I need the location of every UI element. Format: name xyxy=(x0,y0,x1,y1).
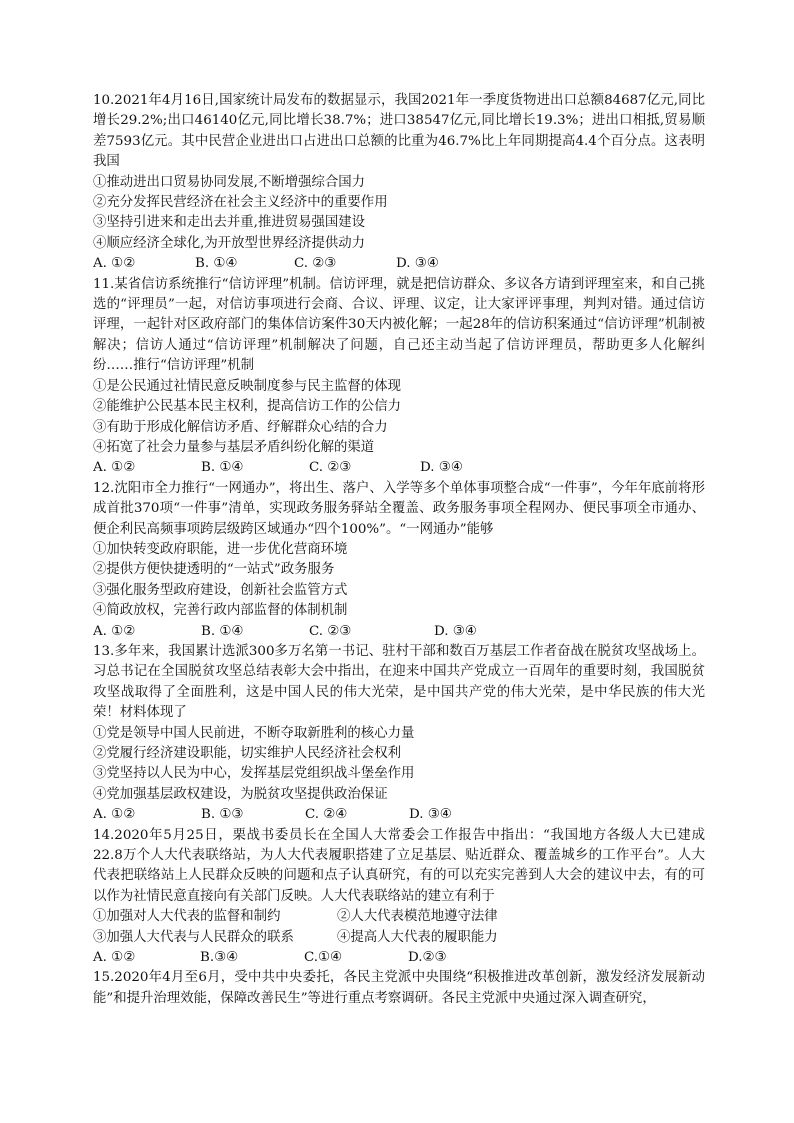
option-row xyxy=(93,928,705,948)
option-4: ④提高人大代表的履职能力 xyxy=(337,929,498,945)
option-2: ②充分发挥民营经济在社会主义经济中的重要作用 xyxy=(93,195,388,211)
answer-choices xyxy=(93,458,705,478)
option-4: ④党加强基层政权建设，为脱贫攻坚提供政治保证 xyxy=(93,786,388,802)
choice-b: B. ①③ xyxy=(201,807,244,823)
option-1: ①是公民通过社情民意反映制度参与民主监督的体现 xyxy=(93,378,401,394)
question-stem: 13.多年来，我国累计选派300多万名第一书记、驻村干部和数百万基层工作者奋战在脱贫攻坚战场上。习总书记在全国脱贫攻坚总结表彰大会中指出，在迎来中国共产党成立一百周年的重要时刻，我国脱贫攻坚战取得了全面胜利，这是中国人民的伟大光荣，是中国共产党的伟大光荣，是中华民族的伟大光荣！材料体现了 xyxy=(93,643,705,721)
choice-a: A. ①② xyxy=(93,623,136,639)
question-10 xyxy=(93,91,705,275)
choice-a: A. ①② xyxy=(93,256,136,272)
option-4: ④拓宽了社会力量参与基层矛盾纠纷化解的渠道 xyxy=(93,439,375,455)
option-3: ③加强人大代表与人民群众的联系 xyxy=(93,929,294,945)
option-4: ④简政放权，完善行政内部监督的体制机制 xyxy=(93,603,348,619)
option-3: ③党坚持以人民为中心，发挥基层党组织战斗堡垒作用 xyxy=(93,766,415,782)
answer-choices xyxy=(93,805,705,825)
option-3: ③坚持引进来和走出去并重,推进贸易强国建设 xyxy=(93,215,366,231)
question-12 xyxy=(93,479,705,642)
choice-d: D.②③ xyxy=(408,950,447,966)
choice-a: A. ①② xyxy=(93,807,136,823)
question-stem: 15.2020年4月至6月，受中共中央委托，各民主党派中央围绕“积极推进改革创新，激发经济发展新动能”和提升治理效能，保障改善民生”等进行重点考察调研。各民主党派中央通过深入调查研究， xyxy=(93,970,705,1006)
question-15 xyxy=(93,968,705,1009)
question-stem: 14.2020年5月25日，栗战书委员长在全国人大常委会工作报告中指出：“我国地方各级人大已建成22.8万个人大代表联络站，为人大代表履职搭建了立足基层、贴近群众、覆盖城乡的工作平台”。人大代表把联络站上人民群众反映的问题和点子认真研究，有的可以充实完善到人大会的建议中去，有的可以作为社情民意直接向有关部门反映。人大代表联络站的建立有利于 xyxy=(93,827,705,904)
choice-d: D. ③④ xyxy=(409,807,452,823)
choice-d: D. ③④ xyxy=(420,460,463,476)
option-2: ②提供方便快捷透明的“一站式”政务服务 xyxy=(93,562,335,578)
choice-a: A. ①② xyxy=(93,950,136,966)
choice-d: D. ③④ xyxy=(434,623,477,639)
option-1: ①加强对人大代表的监督和制约 xyxy=(93,909,281,925)
choice-b: B. ①④ xyxy=(201,623,244,639)
question-stem: 12.沈阳市全力推行“一网通办”，将出生、落户、入学等多个单体事项整合成“一件事”，今年年底前将形成首批370项“一件事”清单，实现政务服务驿站全覆盖、政务服务事项全程网办、便民事项全市通办、便企利民高频事项跨层级跨区域通办“四个100%”。“一网通办”能够 xyxy=(93,480,705,537)
option-3: ③有助于形成化解信访矛盾、纾解群众心结的合力 xyxy=(93,419,388,435)
option-4: ④顺应经济全球化,为开放型世界经济提供动力 xyxy=(93,235,366,251)
option-3: ③强化服务型政府建设，创新社会监管方式 xyxy=(93,582,348,598)
question-stem: 11.某省信访系统推行“信访评理”机制。信访评理，就是把信访群众、多议各方请到评理室来，和自己挑选的“评理员”一起，对信访事项进行会商、合议、评理、议定，让大家评评事理，判判对错。通过信访评理，一起针对区政府部门的集体信访案件30天内被化解；一起28年的信访积案通过“信访评理”机制被解决；信访人通过“信访评理”机制解决了问题，自己还主动当起了信访评理员，帮助更多人化解纠纷……推行“信访评理”机制 xyxy=(93,276,705,374)
choice-c: C. ②④ xyxy=(305,807,348,823)
choice-b: B. ①④ xyxy=(195,256,238,272)
option-2: ②党履行经济建设职能，切实维护人民经济社会权利 xyxy=(93,746,401,761)
question-13 xyxy=(93,642,705,826)
question-14 xyxy=(93,826,705,969)
choice-c: C. ②③ xyxy=(309,623,352,639)
question-11 xyxy=(93,275,705,479)
choice-c: C. ②③ xyxy=(294,256,337,272)
choice-a: A. ①② xyxy=(93,460,136,476)
option-2: ②能维护公民基本民主权利，提高信访工作的公信力 xyxy=(93,399,401,415)
option-1: ①党是领导中国人民前进，不断夺取新胜利的核心力量 xyxy=(93,725,415,741)
option-row xyxy=(93,907,705,927)
answer-choices xyxy=(93,948,705,968)
choice-c: C. ②③ xyxy=(309,460,352,476)
choice-d: D. ③④ xyxy=(396,256,439,272)
option-1: ①加快转变政府职能，进一步优化营商环境 xyxy=(93,541,348,557)
exam-page xyxy=(93,91,705,1009)
option-1: ①推动进出口贸易协同发展,不断增强综合国力 xyxy=(93,174,366,190)
answer-choices xyxy=(93,254,705,274)
question-stem: 10.2021年4月16日,国家统计局发布的数据显示，我国2021年一季度货物进出口总额84687亿元,同比增长29.2%;出口46140亿元,同比增长38.7%；进口38547亿元,同比增长19.3%；进出口相抵,贸易顺差7593亿元。其中民营企业进出口占进出口总额的比重为46.7%比上年同期提高4.4个百分点。这表明我国 xyxy=(93,93,705,170)
choice-b: B. ①④ xyxy=(201,460,244,476)
option-2: ②人大代表模范地遵守法律 xyxy=(337,909,498,925)
answer-choices xyxy=(93,622,705,642)
choice-b: B.③④ xyxy=(200,950,239,966)
choice-c: C.①④ xyxy=(304,950,343,966)
